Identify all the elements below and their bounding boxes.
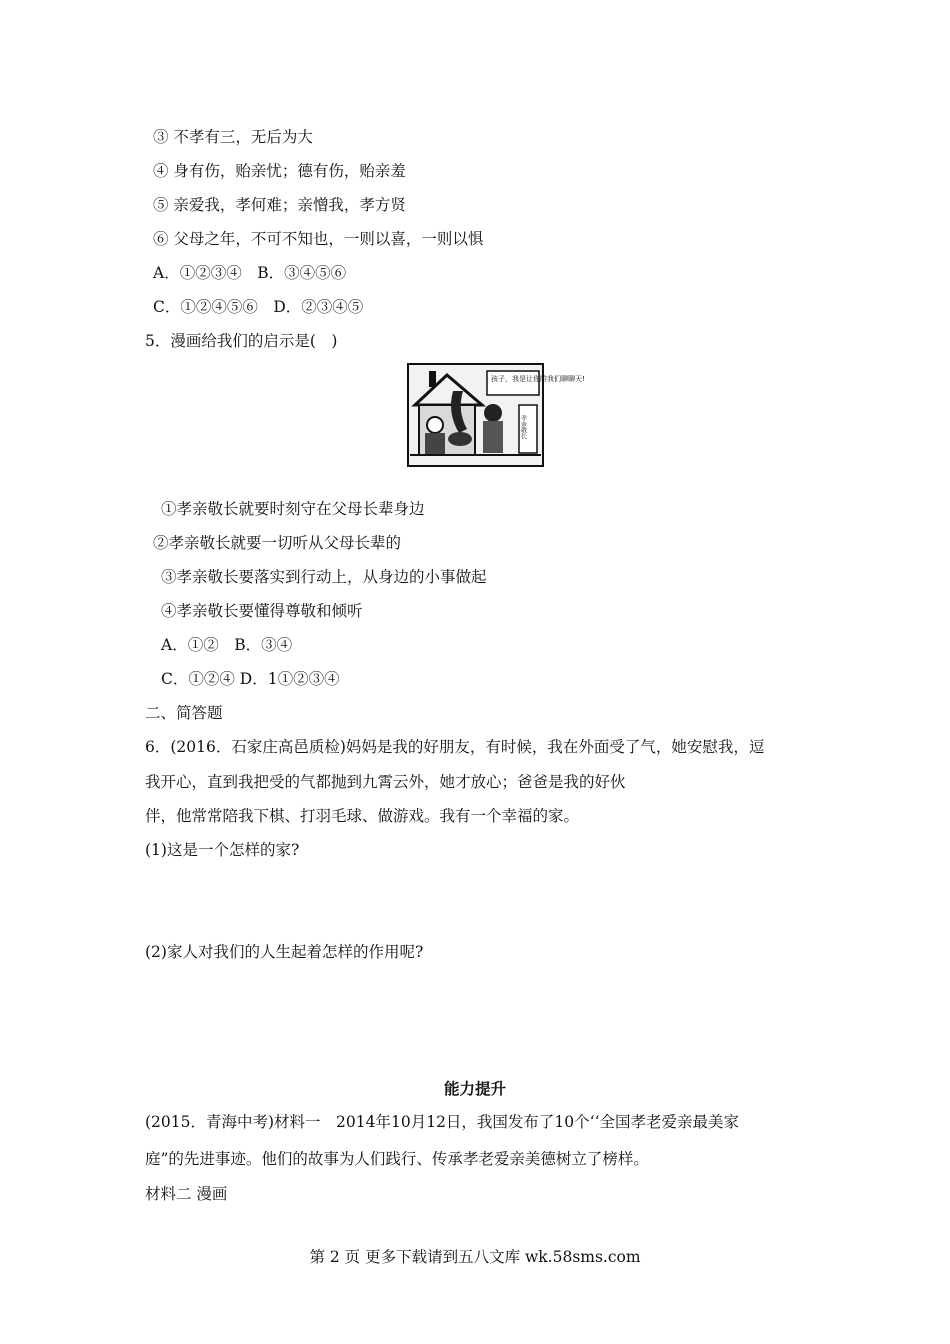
cartoon-image [407, 363, 585, 467]
q4-choices-ab: A．①②③④ B．③④⑤⑥ [153, 264, 347, 282]
q5-stem: 5．漫画给我们的启示是( ) [145, 332, 338, 350]
material-line-1: (2015．青海中考)材料一 2014年10月12日，我国发布了10个‘‘全国孝老爱亲最美家 [145, 1113, 740, 1131]
q5-statement-3: ③孝亲敬长要落实到行动上，从身边的小事做起 [161, 568, 487, 586]
q5-choices-cd: C．①②④ D．1①②③④ [161, 670, 340, 688]
q4-option-6: ⑥ 父母之年，不可不知也，一则以喜，一则以惧 [153, 230, 484, 248]
q4-option-5: ⑤ 亲爱我，孝何难；亲憎我，孝方贤 [153, 196, 406, 214]
material-line-2: 庭”的先进事迹。他们的故事为人们践行、传承孝老爱亲美德树立了榜样。 [145, 1150, 649, 1168]
q6-line-2: 我开心，直到我把受的气都抛到九霄云外，她才放心；爸爸是我的好伙 [145, 773, 626, 791]
cartoon-sign-text: 孝亲敬长 [519, 415, 527, 439]
q5-statement-1: ①孝亲敬长就要时刻守在父母长辈身边 [161, 500, 425, 518]
q6-sub-question-1: (1)这是一个怎样的家? [145, 841, 300, 859]
page-footer: 第 2 页 更多下载请到五八文库 wk.58sms.com [309, 1248, 641, 1266]
q6-line-3: 伴，他常常陪我下棋、打羽毛球、做游戏。我有一个幸福的家。 [145, 807, 580, 825]
q6-sub-question-2: (2)家人对我们的人生起着怎样的作用呢? [145, 943, 424, 961]
cartoon-speech-text: 孩子，我是让你陪我们聊聊天! [491, 375, 585, 383]
q5-statement-4: ④孝亲敬长要懂得尊敬和倾听 [161, 602, 363, 620]
q5-statement-2: ②孝亲敬长就要一切听从父母长辈的 [153, 534, 402, 552]
q6-line-1: 6．(2016．石家庄高邑质检)妈妈是我的好朋友，有时候，我在外面受了气，她安慰我，逗 [145, 738, 765, 756]
material-line-3: 材料二 漫画 [145, 1185, 228, 1203]
q4-choices-cd: C．①②④⑤⑥ D．②③④⑤ [153, 298, 364, 316]
section-2-title: 二、简答题 [145, 704, 223, 722]
q4-option-3: ③ 不孝有三，无后为大 [153, 128, 313, 146]
q4-option-4: ④ 身有伤，贻亲忧；德有伤，贻亲羞 [153, 162, 406, 180]
q5-choices-ab: A．①② B．③④ [161, 636, 293, 654]
ability-section-title: 能力提升 [443, 1079, 506, 1098]
